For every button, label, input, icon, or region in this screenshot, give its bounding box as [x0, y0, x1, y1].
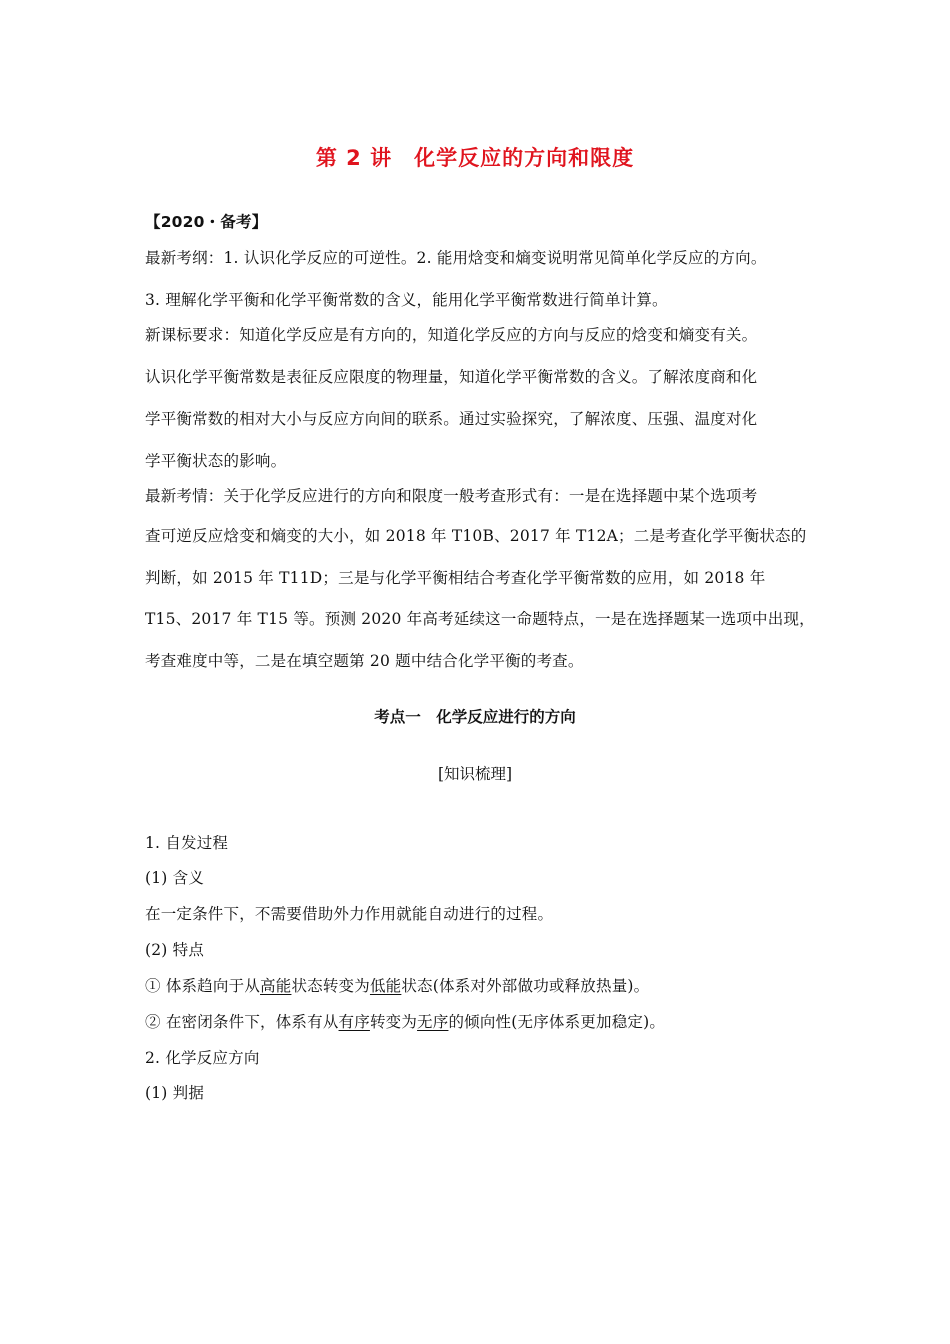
- heading-spontaneous-process: 1. 自发过程: [145, 834, 229, 852]
- point2-underline-1: 有序: [338, 1013, 370, 1031]
- meaning-text: 在一定条件下，不需要借助外力作用就能自动进行的过程。: [145, 905, 554, 923]
- trends-line-4: T15、2017 年 T15 等。预测 2020 年高考延续这一命题特点，一是在选择题某一选项中出现，: [145, 610, 815, 628]
- curriculum-line-4: 学平衡状态的影响。: [145, 452, 287, 470]
- outline-line-1: 最新考纲：1. 认识化学反应的可逆性。2. 能用焓变和熵变说明常见简单化学反应的方向。: [145, 249, 767, 267]
- curriculum-line-3: 学平衡常数的相对大小与反应方向间的联系。通过实验探究，了解浓度、压强、温度对化: [145, 410, 758, 428]
- point1-mid: 状态转变为: [291, 977, 370, 995]
- point1-suffix: 状态(体系对外部做功或释放热量)。: [401, 977, 650, 995]
- point2-mid: 转变为: [369, 1013, 418, 1031]
- trends-line-5: 考查难度中等，二是在填空题第 20 题中结合化学平衡的考查。: [145, 652, 584, 670]
- trends-line-3: 判断，如 2015 年 T11D；三是与化学平衡相结合考查化学平衡常数的应用，如 2018 年: [145, 569, 766, 587]
- subsection-title: [知识梳理]: [437, 765, 513, 783]
- lecture-title: 第 2 讲 化学反应的方向和限度: [315, 146, 635, 170]
- point1-underline-2: 低能: [369, 977, 402, 995]
- outline-line-2: 3. 理解化学平衡和化学平衡常数的含义，能用化学平衡常数进行简单计算。: [145, 291, 668, 309]
- heading-criteria: (1) 判据: [145, 1084, 205, 1102]
- curriculum-line-2: 认识化学平衡常数是表征反应限度的物理量，知道化学平衡常数的含义。了解浓度商和化: [145, 368, 758, 386]
- point2-prefix: ② 在密闭条件下，体系有从: [145, 1013, 339, 1031]
- section-title: 考点一 化学反应进行的方向: [374, 708, 576, 726]
- point1-prefix: ① 体系趋向于从: [145, 977, 261, 995]
- feature-point-1: [145, 974, 649, 996]
- point2-underline-2: 无序: [417, 1013, 449, 1031]
- point2-suffix: 的倾向性(无序体系更加稳定)。: [448, 1013, 666, 1031]
- exam-tag: 【2020・备考】: [145, 213, 268, 231]
- trends-line-1: 最新考情：关于化学反应进行的方向和限度一般考查形式有：一是在选择题中某个选项考: [145, 487, 758, 505]
- heading-features: (2) 特点: [145, 941, 205, 959]
- trends-line-2: 查可逆反应焓变和熵变的大小，如 2018 年 T10B、2017 年 T12A；二是考查化学平衡状态的: [145, 527, 807, 545]
- heading-meaning: (1) 含义: [145, 869, 205, 887]
- curriculum-line-1: 新课标要求：知道化学反应是有方向的，知道化学反应的方向与反应的焓变和熵变有关。: [145, 326, 758, 344]
- point1-underline-1: 高能: [260, 977, 292, 995]
- heading-reaction-direction: 2. 化学反应方向: [145, 1049, 260, 1067]
- feature-point-2: [145, 1010, 665, 1032]
